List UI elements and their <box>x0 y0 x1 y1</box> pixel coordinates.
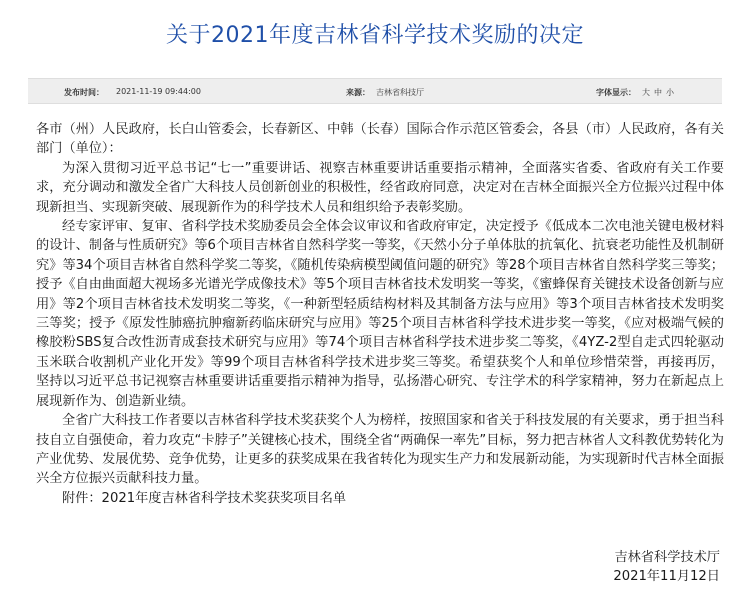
font-size-large-link[interactable]: 大 <box>642 88 650 97</box>
font-size-medium-link[interactable]: 中 <box>654 88 662 97</box>
publish-label: 发布时间： <box>64 88 104 97</box>
fontsize-label: 字体显示： <box>596 88 636 97</box>
page-title: 关于2021年度吉林省科学技术奖励的决定 <box>166 23 584 48</box>
paragraph-3: 全省广大科技工作者要以吉林省科学技术奖获奖个人为榜样，按照国家和省关于科技发展的有关要求，勇于担当科技自立自强使命，着力攻克“卡脖子”关键核心技术，围绕全省“两确保一率先”目标，努力把吉林省人文科教优势转化为产业优势、发展优势、竞争优势，让更多的获奖成果在我省转化为现实生产力和发展新动能，为实现新时代吉林全面振兴全方位振兴贡献科技力量。 <box>36 413 724 487</box>
signature-date: 2021年11月12日 <box>613 569 720 585</box>
source-value: 吉林省科技厅 <box>376 88 424 97</box>
salutation: 各市（州）人民政府，长白山管委会，长春新区、中韩（长春）国际合作示范区管委会，各县（市）人民政府，各有关部门（单位）： <box>36 122 724 157</box>
paragraph-2: 经专家评审、复审、省科学技术奖励委员会全体会议审议和省政府审定，决定授予《低成本二次电池关键电极材料的设计、制备与性质研究》等6个项目吉林省自然科学奖一等奖，《天然小分子单体肽的抗氧化、抗衰老功能性及机制研究》等34个项目吉林省自然科学奖二等奖，《随机传染病模型阈值问题的研究》等28个项目吉林省自然科学奖三等奖；授予《自由曲面超大视场多光谱光学成像技术》等5个项目吉林省技术发明奖一等奖，《蜜蜂保育关键技术设备创新与应用》等2个项目吉林省技术发明奖二等奖，《一种新型轻质结构材料及其制备方法与应用》等3个项目吉林省技术发明奖三等奖；授予《原发性肺癌抗肿瘤新药临床研究与应用》等25个项目吉林省科学技术进步奖一等奖，《应对极端气候的橡胶粉SBS复合改性沥青成套技术研究与应用》等74个项目吉林省科学技术进步奖二等奖，《4YZ-2型自走式四轮驱动玉米联合收割机产业化开发》等99个项目吉林省科学技术进步奖三等奖。希望获奖个人和单位珍惜荣誉，再接再厉，坚持以习近平总书记视察吉林重要讲话重要指示精神为指导，弘扬潜心研究、专注学术的科学家精神，努力在新起点上展现新作为、创造新业绩。 <box>36 219 724 409</box>
font-size-small-link[interactable]: 小 <box>666 88 674 97</box>
publish-time: 2021-11-19 09:44:00 <box>116 87 201 96</box>
attachment-line: 附件：2021年度吉林省科学技术奖获奖项目名单 <box>62 490 347 506</box>
signature-block <box>613 548 720 587</box>
paragraph-1: 为深入贯彻习近平总书记“七一”重要讲话、视察吉林重要讲话重要指示精神，全面落实省委、省政府有关工作要求，充分调动和激发全省广大科技人员创新创业的积极性，经省政府同意，决定对在吉林全面振兴全方位振兴过程中体现新担当、实现新突破、展现新作为的科学技术人员和组织给予表彰奖励。 <box>36 160 724 215</box>
article-body <box>36 120 724 508</box>
meta-bar <box>28 78 722 104</box>
signature-org: 吉林省科学技术厅 <box>614 550 720 565</box>
source-label: 来源： <box>346 88 370 97</box>
